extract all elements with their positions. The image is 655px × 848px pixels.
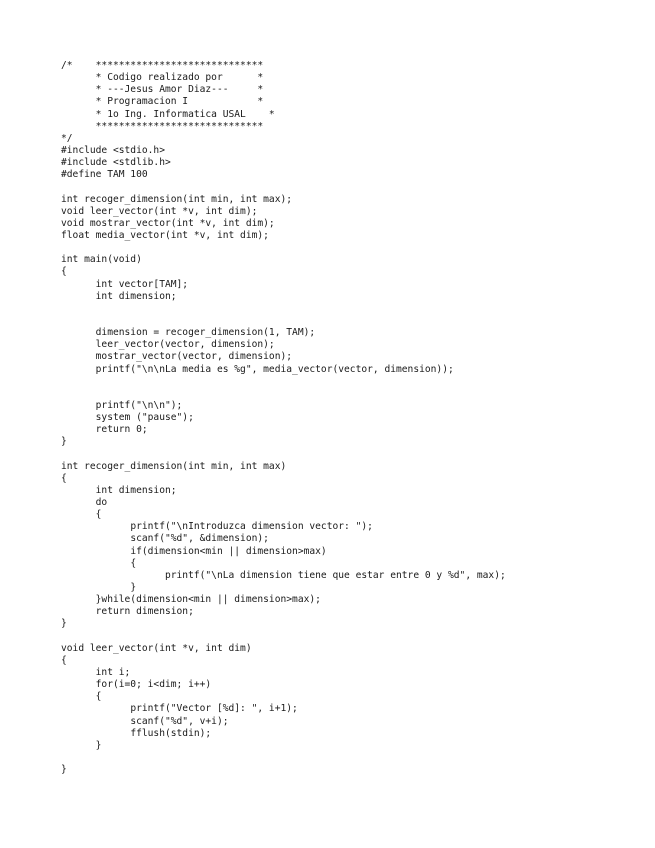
code-line: int dimension; — [61, 484, 177, 496]
code-line: scanf("%d", &dimension); — [61, 533, 269, 545]
code-line: { — [61, 472, 67, 484]
code-line: int i; — [61, 667, 131, 679]
code-line: mostrar_vector(vector, dimension); — [61, 351, 293, 363]
code-line — [61, 303, 506, 315]
code-line — [61, 449, 506, 461]
code-line: } — [61, 739, 102, 751]
code-line: dimension = recoger_dimension(1, TAM); — [61, 327, 316, 339]
code-line — [61, 752, 506, 764]
code-line: } — [61, 618, 67, 630]
code-line: * 1o Ing. Informatica USAL * — [61, 108, 275, 120]
code-line: * Programacion I * — [61, 96, 264, 108]
code-line: ***************************** — [61, 120, 264, 132]
code-line: void leer_vector(int *v, int dim) — [61, 642, 252, 654]
code-listing — [61, 60, 506, 776]
code-line: #include <stdlib.h> — [61, 157, 171, 169]
code-line: printf("Vector [%d]: ", i+1); — [61, 703, 298, 715]
code-line: { — [61, 691, 102, 703]
code-line: leer_vector(vector, dimension); — [61, 339, 275, 351]
code-line: */ — [61, 132, 73, 144]
code-line: for(i=0; i<dim; i++) — [61, 679, 212, 691]
code-line: int recoger_dimension(int min, int max); — [61, 193, 293, 205]
code-line: { — [61, 509, 102, 521]
code-line: int vector[TAM]; — [61, 278, 189, 290]
code-line: { — [61, 266, 67, 278]
code-line: return dimension; — [61, 606, 194, 618]
code-line — [61, 631, 506, 643]
code-line — [61, 315, 506, 327]
code-line — [61, 388, 506, 400]
code-line: int dimension; — [61, 290, 177, 302]
code-line: printf("\nLa dimension tiene que estar entre 0 y %d", max); — [61, 569, 506, 581]
code-line: #include <stdio.h> — [61, 144, 165, 156]
code-line: } — [61, 436, 67, 448]
code-line: system ("pause"); — [61, 412, 194, 424]
code-line: if(dimension<min || dimension>max) — [61, 545, 327, 557]
code-line: printf("\n\n"); — [61, 399, 183, 411]
code-line: * Codigo realizado por * — [61, 72, 264, 84]
code-line: } — [61, 764, 67, 776]
code-line: scanf("%d", v+i); — [61, 715, 229, 727]
code-line: return 0; — [61, 424, 148, 436]
code-line — [61, 181, 506, 193]
code-line: do — [61, 497, 108, 509]
code-line: { — [61, 654, 67, 666]
code-line: int main(void) — [61, 254, 142, 266]
code-line: void mostrar_vector(int *v, int dim); — [61, 217, 275, 229]
code-line: #define TAM 100 — [61, 169, 148, 181]
code-line: * ---Jesus Amor Diaz--- * — [61, 84, 264, 96]
code-line: printf("\nIntroduzca dimension vector: "); — [61, 521, 373, 533]
code-line: printf("\n\nLa media es %g", media_vector(vector, dimension)); — [61, 363, 454, 375]
code-line: }while(dimension<min || dimension>max); — [61, 594, 321, 606]
code-line — [61, 376, 506, 388]
code-line: int recoger_dimension(int min, int max) — [61, 460, 287, 472]
code-line: fflush(stdin); — [61, 727, 212, 739]
code-line: } — [61, 582, 137, 594]
code-line: { — [61, 557, 137, 569]
code-line: void leer_vector(int *v, int dim); — [61, 205, 258, 217]
code-line — [61, 242, 506, 254]
code-line: /* ***************************** — [61, 60, 264, 71]
code-line: float media_vector(int *v, int dim); — [61, 229, 269, 241]
